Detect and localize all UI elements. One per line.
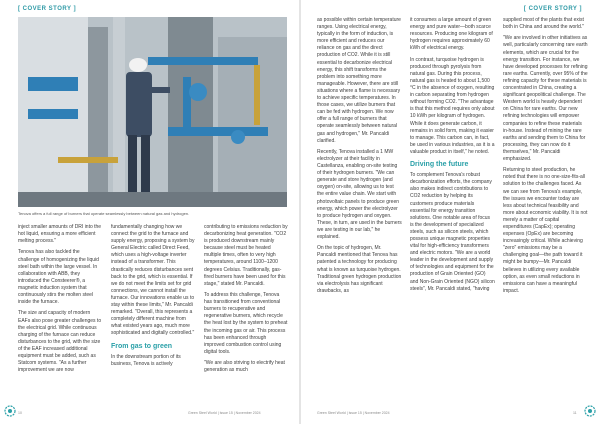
paragraph: "We are also striving to electrify heat generation as much	[204, 360, 285, 374]
paragraph: inject smaller amounts of DRI into the hot liquid, ensuring a more efficient melting process."	[18, 224, 102, 245]
paragraph: it consumes a large amount of green energy and pure water—both scarce resources. Producing one kilogram of hydrogen requires approximately 60 kWh of electrical energy.	[410, 17, 493, 52]
left-column-2	[111, 224, 195, 372]
paragraph: fundamentally changing how we connect the grid to the furnace and supply energy, proposing a system by General Electric called Direct Feed, which uses a high-voltage inverter instead of a transformer. This drastically reduces disturbances sent back to the grid, which is essential. If we do not meet the limits set for grid connections, we cannot install the furnace. Our innovations enable us to stay within these limits," Mr. Pancaldi remarked. "Overall, this represents a completely different machine from what existed years ago, much more sophisticated and digitally controlled."	[111, 224, 195, 337]
footer-text: Green Steel World | Issue 15 | November 2024	[188, 411, 261, 415]
paragraph: On the topic of hydrogen, Mr. Pancaldi mentioned that Tenova has patented a technology for producing what is known as turquoise hydrogen. Traditional green hydrogen production via electrolysis has significant drawbacks, as	[317, 245, 402, 294]
left-column-1	[18, 224, 102, 378]
paragraph: In contrast, turquoise hydrogen is produced through pyrolysis from natural gas. During this process, natural gas is heated to about 1,500 °C in the absence of oxygen, resulting in carbon separating from hydrogen without forming CO2. "The advantage is that this method requires only about 10 kWh per kilogram of hydrogen. While it does generate carbon, it remains in solid form, making it easier to manage. This carbon can, in fact, be used in various industries, as it is a valuable product in itself," he noted.	[410, 56, 495, 155]
right-column-3	[503, 17, 588, 299]
paragraph: To address this challenge, Tenova has transitioned from conventional burners to recuperative and regenerative burners, which recycle the heat lost by the system to preheat the incoming gas or air. This process has been enhanced through improved combustion control using digital tools.	[204, 292, 288, 355]
section-tag: [ COVER STORY ]	[18, 6, 77, 12]
left-column-3	[204, 224, 288, 378]
paragraph: supplied most of the plants that exist both in China and around the world."	[503, 17, 584, 31]
section-tag: [ COVER STORY ]	[523, 6, 582, 12]
footer-text: Green Steel World | Issue 15 | November 2024	[317, 411, 390, 415]
paragraph: as possible within certain temperature ranges. Using electrical energy, typically in the form of induction, is more efficient and reduces our reliance on gas and the direct production of CO2. While it is still essential to decarbonize electrical energy, this shift transforms the problem into something more manageable. However, there are still situations where a flame is necessary to achieve specific temperatures. In those cases, we utilize burners that can be fed with hydrogen. We now offer a full range of burners that operate seamlessly between natural gas and hydrogen," Mr. Pancaldi clarified.	[317, 17, 401, 144]
paragraph: To complement Tenova's robust decarbonization efforts, the company also makes indirect contributions to CO2 reduction by helping its customers produce materials essential for energy transition solutions. One notable area of focus is the development of specialized steels, such as silicon steels, which possess unique magnetic properties vital for high-efficiency transformers and electric motors. "We are a world leader in the development and supply of technologies and equipment for the production of Grain Oriented (GO) and Non-Grain Oriented (NGO) silicon steels", Mr. Pancaldi stated, "having	[410, 172, 495, 292]
right-page	[301, 0, 600, 424]
paragraph: The size and capacity of modern EAFs also pose greater challenges to the electrical grid. While continuous charging of the furnace can reduce disturbances to the grid, with the size of the EAF increased additional equipment must be added, such as Statcom systems. "As a further improvement we are now	[18, 310, 102, 374]
paragraph: "We are involved in other initiatives as well, particularly concerning rare earth elements, which are crucial for the energy transition. For instance, we have developed processes for refining rare earths. Currently, over 95% of the refining capacity for these materials is concentrated in China, creating a significant geopolitical challenge. The Western world is heavily dependent on China for rare earths. Our new refining technologies will empower companies to refine these materials in-house. Instead of mining the rare earths and sending them to China for processing, they can now do it themselves," Mr. Pancaldi emphasized.	[503, 35, 588, 162]
paragraph: Recently, Tenova installed a 1 MW electrolyzer at their facility in Castellanza, enabling on-site testing of their hydrogen burners. "We can generate and store hydrogen (and oxygen) on-site, allowing us to test the entire value chain. We start with photovoltaic panels to produce green energy, which power the electrolyzer to produce hydrogen and oxygen. These, in turn, are used in the burners we are testing in our lab," he explained.	[317, 148, 402, 240]
section-heading: From gas to green	[111, 342, 173, 350]
photo-caption: Tenova offers a full range of burners that operate seamlessly between natural gas and hydrogen.	[18, 211, 190, 216]
page-number: 10	[18, 411, 22, 415]
paragraph: contributing to emissions reduction by decarbonizing heat generation. "CO2 is produced downstream mainly because steel must be heated multiple times, often to very high temperatures, around 1100–1200 degrees Celsius. Traditionally, gas-fired burners have been used for this stage," stated Mr. Pancaldi.	[204, 224, 288, 287]
magazine-logo-icon	[584, 405, 596, 417]
right-column-1	[317, 17, 402, 299]
burner-photo-illustration	[18, 17, 287, 207]
right-column-2	[410, 17, 495, 297]
magazine-logo-icon	[4, 405, 16, 417]
burner-photo	[18, 17, 287, 207]
paragraph: Tenova has also tackled the challenge of homogenizing the liquid steel bath within the large vessel. In collaboration with ABB, they introduced the Consteerer®, a magnetic induction system that continuously stirs the molten steel inside the furnace.	[18, 249, 99, 306]
paragraph: Returning to steel production, he noted that there is no one-size-fits-all solution to the challenges faced. As we can see from Tenova's example, the issues we encounter today are less about technical feasibility and more about economic viability. It is not merely a matter of capital expenditures (CapEx); operating expenses (OpEx) are becoming increasingly critical. While achieving "zero" emissions may be a challenging goal—the path toward it might be bumpy—Mr. Pancaldi believes in utilizing every available option, as even small reductions in emissions can have a meaningful impact.	[503, 167, 588, 294]
left-page	[0, 0, 299, 424]
section-heading: Driving the future	[410, 161, 469, 169]
page-number: 11	[573, 411, 577, 415]
paragraph: In the downstream portion of its business, Tenova is actively	[111, 353, 181, 367]
